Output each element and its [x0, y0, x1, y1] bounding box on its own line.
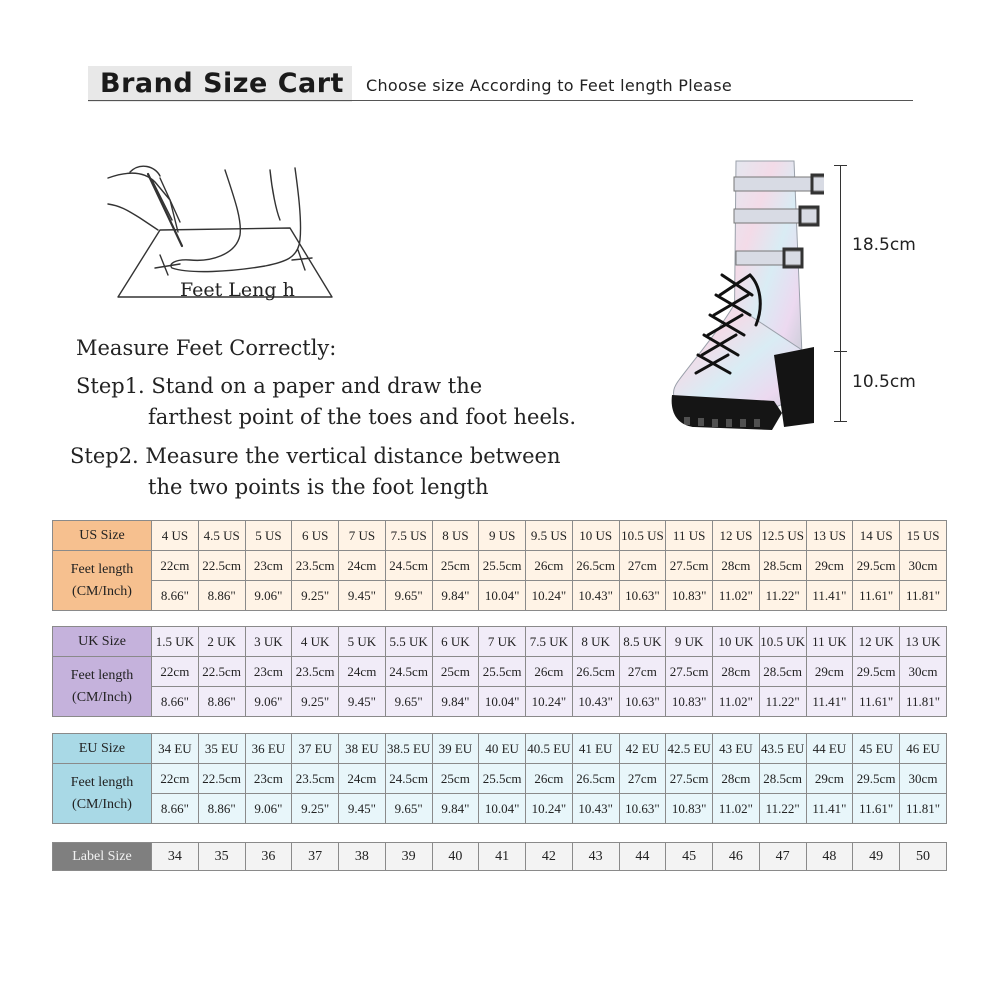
inch-cell: 9.06": [245, 687, 292, 717]
size-cell: 1.5 UK: [152, 627, 199, 657]
cm-cell: 22.5cm: [198, 551, 245, 581]
inch-cell: 10.83": [666, 687, 713, 717]
size-cell: 5 UK: [339, 627, 386, 657]
heel-height-label: 10.5cm: [852, 372, 916, 392]
dim-line-heel: [840, 351, 841, 421]
cm-cell: 27.5cm: [666, 764, 713, 794]
cm-cell: 29cm: [806, 657, 853, 687]
size-cell: 10.5 UK: [759, 627, 806, 657]
cm-cell: 27cm: [619, 657, 666, 687]
uk-size-header: UK Size: [53, 627, 152, 657]
inch-cell: 10.83": [666, 794, 713, 824]
label-size-cell: 37: [292, 843, 339, 871]
inch-cell: 9.45": [339, 687, 386, 717]
inch-cell: 11.61": [853, 687, 900, 717]
inch-cell: 9.06": [245, 581, 292, 611]
cm-cell: 28.5cm: [759, 551, 806, 581]
cm-cell: 29.5cm: [853, 657, 900, 687]
cm-cell: 22.5cm: [198, 764, 245, 794]
label-size-cell: 38: [339, 843, 386, 871]
inch-cell: 9.84": [432, 581, 479, 611]
label-size-header: Label Size: [53, 843, 152, 871]
size-cell: 9 UK: [666, 627, 713, 657]
inch-cell: 11.41": [806, 794, 853, 824]
size-cell: 35 EU: [198, 734, 245, 764]
unit-label: (CM/Inch): [72, 583, 132, 599]
inch-cell: 11.41": [806, 687, 853, 717]
inch-cell: 10.43": [572, 581, 619, 611]
cm-cell: 29cm: [806, 551, 853, 581]
cm-cell: 25.5cm: [479, 551, 526, 581]
inch-cell: 8.86": [198, 581, 245, 611]
cm-cell: 23.5cm: [292, 764, 339, 794]
inch-cell: 11.02": [713, 581, 760, 611]
label-size-cell: 40: [432, 843, 479, 871]
feet-length-caption: Feet Leng h: [180, 279, 295, 301]
size-cell: 41 EU: [572, 734, 619, 764]
measure-heading: Measure Feet Correctly:: [76, 336, 337, 360]
label-size-row: [53, 843, 947, 871]
cm-cell: 24cm: [339, 764, 386, 794]
size-cell: 4 US: [152, 521, 199, 551]
size-cell: 3 UK: [245, 627, 292, 657]
size-cell: 5 US: [245, 521, 292, 551]
page-subtitle: Choose size According to Feet length Please: [366, 76, 733, 95]
inch-cell: 10.04": [479, 581, 526, 611]
label-size-cell: 35: [198, 843, 245, 871]
size-cell: 11 UK: [806, 627, 853, 657]
inch-cell: 8.86": [198, 794, 245, 824]
cm-cell: 25cm: [432, 551, 479, 581]
size-cell: 43.5 EU: [759, 734, 806, 764]
cm-cell: 23.5cm: [292, 657, 339, 687]
size-cell: 13 UK: [900, 627, 947, 657]
inch-cell: 9.45": [339, 794, 386, 824]
inch-cell: 10.24": [526, 581, 573, 611]
inch-cell: 9.25": [292, 794, 339, 824]
unit-label: (CM/Inch): [72, 689, 132, 705]
size-cell: 4 UK: [292, 627, 339, 657]
size-cell: 42.5 EU: [666, 734, 713, 764]
cm-cell: 26.5cm: [572, 764, 619, 794]
inch-cell: 11.41": [806, 581, 853, 611]
us-size-header: US Size: [53, 521, 152, 551]
label-size-cell: 34: [152, 843, 199, 871]
cm-cell: 22cm: [152, 551, 199, 581]
us-inch-row: [53, 581, 947, 611]
inch-cell: 9.65": [385, 794, 432, 824]
cm-cell: 23cm: [245, 551, 292, 581]
cm-cell: 25.5cm: [479, 764, 526, 794]
label-size-cell: 50: [900, 843, 947, 871]
inch-cell: 8.66": [152, 581, 199, 611]
cm-cell: 28cm: [713, 551, 760, 581]
size-cell: 9 US: [479, 521, 526, 551]
label-size-cell: 42: [526, 843, 573, 871]
feet-length-label: Feet length: [70, 561, 134, 577]
inch-cell: 11.61": [853, 794, 900, 824]
feet-length-label: Feet length: [70, 667, 134, 683]
cm-cell: 28cm: [713, 764, 760, 794]
inch-cell: 9.84": [432, 687, 479, 717]
label-size-cell: 47: [759, 843, 806, 871]
unit-label: (CM/Inch): [72, 796, 132, 812]
cm-cell: 28.5cm: [759, 764, 806, 794]
inch-cell: 11.61": [853, 581, 900, 611]
size-cell: 8 US: [432, 521, 479, 551]
cm-cell: 28.5cm: [759, 657, 806, 687]
size-cell: 11 US: [666, 521, 713, 551]
inch-cell: 10.04": [479, 794, 526, 824]
label-size-cell: 49: [853, 843, 900, 871]
size-cell: 7 US: [339, 521, 386, 551]
step1-line1: Step1. Stand on a paper and draw the: [76, 374, 483, 398]
inch-cell: 10.63": [619, 581, 666, 611]
us-size-row: [53, 521, 947, 551]
dim-line-shaft: [840, 165, 841, 351]
label-size-cell: 48: [806, 843, 853, 871]
size-cell: 7 UK: [479, 627, 526, 657]
eu-size-header: EU Size: [53, 734, 152, 764]
size-cell: 10 UK: [713, 627, 760, 657]
label-size-cell: 43: [572, 843, 619, 871]
cm-cell: 26cm: [526, 551, 573, 581]
size-cell: 38.5 EU: [385, 734, 432, 764]
cm-cell: 26cm: [526, 657, 573, 687]
size-cell: 40.5 EU: [526, 734, 573, 764]
size-cell: 37 EU: [292, 734, 339, 764]
inch-cell: 8.66": [152, 794, 199, 824]
cm-cell: 25.5cm: [479, 657, 526, 687]
size-cell: 8 UK: [572, 627, 619, 657]
label-size-table: [52, 842, 947, 871]
cm-cell: 22.5cm: [198, 657, 245, 687]
step1-line2: farthest point of the toes and foot heels.: [148, 405, 577, 429]
size-cell: 13 US: [806, 521, 853, 551]
cm-cell: 29cm: [806, 764, 853, 794]
cm-cell: 23cm: [245, 657, 292, 687]
size-cell: 12.5 US: [759, 521, 806, 551]
size-cell: 40 EU: [479, 734, 526, 764]
size-cell: 9.5 US: [526, 521, 573, 551]
inch-cell: 10.63": [619, 687, 666, 717]
size-cell: 42 EU: [619, 734, 666, 764]
inch-cell: 9.84": [432, 794, 479, 824]
size-cell: 8.5 UK: [619, 627, 666, 657]
size-cell: 7.5 UK: [526, 627, 573, 657]
inch-cell: 10.24": [526, 687, 573, 717]
inch-cell: 9.45": [339, 581, 386, 611]
inch-cell: 11.22": [759, 581, 806, 611]
size-cell: 10 US: [572, 521, 619, 551]
size-cell: 5.5 UK: [385, 627, 432, 657]
label-size-cell: 36: [245, 843, 292, 871]
cm-cell: 22cm: [152, 657, 199, 687]
step2-line1: Step2. Measure the vertical distance between: [70, 444, 561, 468]
inch-cell: 9.65": [385, 687, 432, 717]
size-cell: 44 EU: [806, 734, 853, 764]
uk-inch-row: [53, 687, 947, 717]
shaft-height-label: 18.5cm: [852, 235, 916, 255]
us-size-table: [52, 520, 947, 611]
inch-cell: 11.81": [900, 687, 947, 717]
header-divider: [88, 100, 913, 101]
cm-cell: 24cm: [339, 657, 386, 687]
size-cell: 15 US: [900, 521, 947, 551]
size-cell: 2 UK: [198, 627, 245, 657]
inch-cell: 9.25": [292, 687, 339, 717]
dim-tick-bottom: [834, 421, 847, 422]
inch-cell: 8.66": [152, 687, 199, 717]
eu-feet-length-header: [53, 764, 152, 824]
cm-cell: 24.5cm: [385, 657, 432, 687]
uk-size-table: [52, 626, 947, 717]
eu-size-table: [52, 733, 947, 824]
size-cell: 38 EU: [339, 734, 386, 764]
inch-cell: 9.25": [292, 581, 339, 611]
cm-cell: 24cm: [339, 551, 386, 581]
size-cell: 10.5 US: [619, 521, 666, 551]
inch-cell: 10.43": [572, 794, 619, 824]
cm-cell: 22cm: [152, 764, 199, 794]
label-size-cell: 41: [479, 843, 526, 871]
inch-cell: 11.22": [759, 687, 806, 717]
size-cell: 14 US: [853, 521, 900, 551]
inch-cell: 11.02": [713, 687, 760, 717]
size-cell: 7.5 US: [385, 521, 432, 551]
eu-inch-row: [53, 794, 947, 824]
page-title: Brand Size Cart: [100, 68, 344, 99]
cm-cell: 27.5cm: [666, 551, 713, 581]
label-size-cell: 46: [713, 843, 760, 871]
boot-image: [664, 155, 824, 445]
uk-cm-row: [53, 657, 947, 687]
size-cell: 46 EU: [900, 734, 947, 764]
cm-cell: 30cm: [900, 764, 947, 794]
inch-cell: 10.24": [526, 794, 573, 824]
cm-cell: 24.5cm: [385, 764, 432, 794]
cm-cell: 25cm: [432, 764, 479, 794]
inch-cell: 9.65": [385, 581, 432, 611]
inch-cell: 9.06": [245, 794, 292, 824]
cm-cell: 28cm: [713, 657, 760, 687]
cm-cell: 29.5cm: [853, 764, 900, 794]
uk-size-row: [53, 627, 947, 657]
cm-cell: 26cm: [526, 764, 573, 794]
inch-cell: 11.02": [713, 794, 760, 824]
inch-cell: 10.04": [479, 687, 526, 717]
cm-cell: 30cm: [900, 657, 947, 687]
label-size-cell: 44: [619, 843, 666, 871]
inch-cell: 10.63": [619, 794, 666, 824]
cm-cell: 24.5cm: [385, 551, 432, 581]
us-feet-length-header: [53, 551, 152, 611]
cm-cell: 27cm: [619, 764, 666, 794]
cm-cell: 30cm: [900, 551, 947, 581]
size-cell: 12 US: [713, 521, 760, 551]
cm-cell: 25cm: [432, 657, 479, 687]
size-cell: 6 UK: [432, 627, 479, 657]
cm-cell: 23.5cm: [292, 551, 339, 581]
eu-size-row: [53, 734, 947, 764]
cm-cell: 29.5cm: [853, 551, 900, 581]
inch-cell: 11.81": [900, 581, 947, 611]
us-cm-row: [53, 551, 947, 581]
uk-feet-length-header: [53, 657, 152, 717]
inch-cell: 8.86": [198, 687, 245, 717]
cm-cell: 23cm: [245, 764, 292, 794]
inch-cell: 11.81": [900, 794, 947, 824]
size-cell: 39 EU: [432, 734, 479, 764]
step2-line2: the two points is the foot length: [148, 475, 489, 499]
size-cell: 43 EU: [713, 734, 760, 764]
eu-cm-row: [53, 764, 947, 794]
cm-cell: 27.5cm: [666, 657, 713, 687]
size-cell: 6 US: [292, 521, 339, 551]
inch-cell: 10.83": [666, 581, 713, 611]
inch-cell: 11.22": [759, 794, 806, 824]
feet-length-label: Feet length: [70, 774, 134, 790]
label-size-cell: 45: [666, 843, 713, 871]
cm-cell: 27cm: [619, 551, 666, 581]
size-cell: 36 EU: [245, 734, 292, 764]
label-size-cell: 39: [385, 843, 432, 871]
size-cell: 4.5 US: [198, 521, 245, 551]
size-cell: 45 EU: [853, 734, 900, 764]
cm-cell: 26.5cm: [572, 657, 619, 687]
size-cell: 12 UK: [853, 627, 900, 657]
cm-cell: 26.5cm: [572, 551, 619, 581]
size-cell: 34 EU: [152, 734, 199, 764]
inch-cell: 10.43": [572, 687, 619, 717]
